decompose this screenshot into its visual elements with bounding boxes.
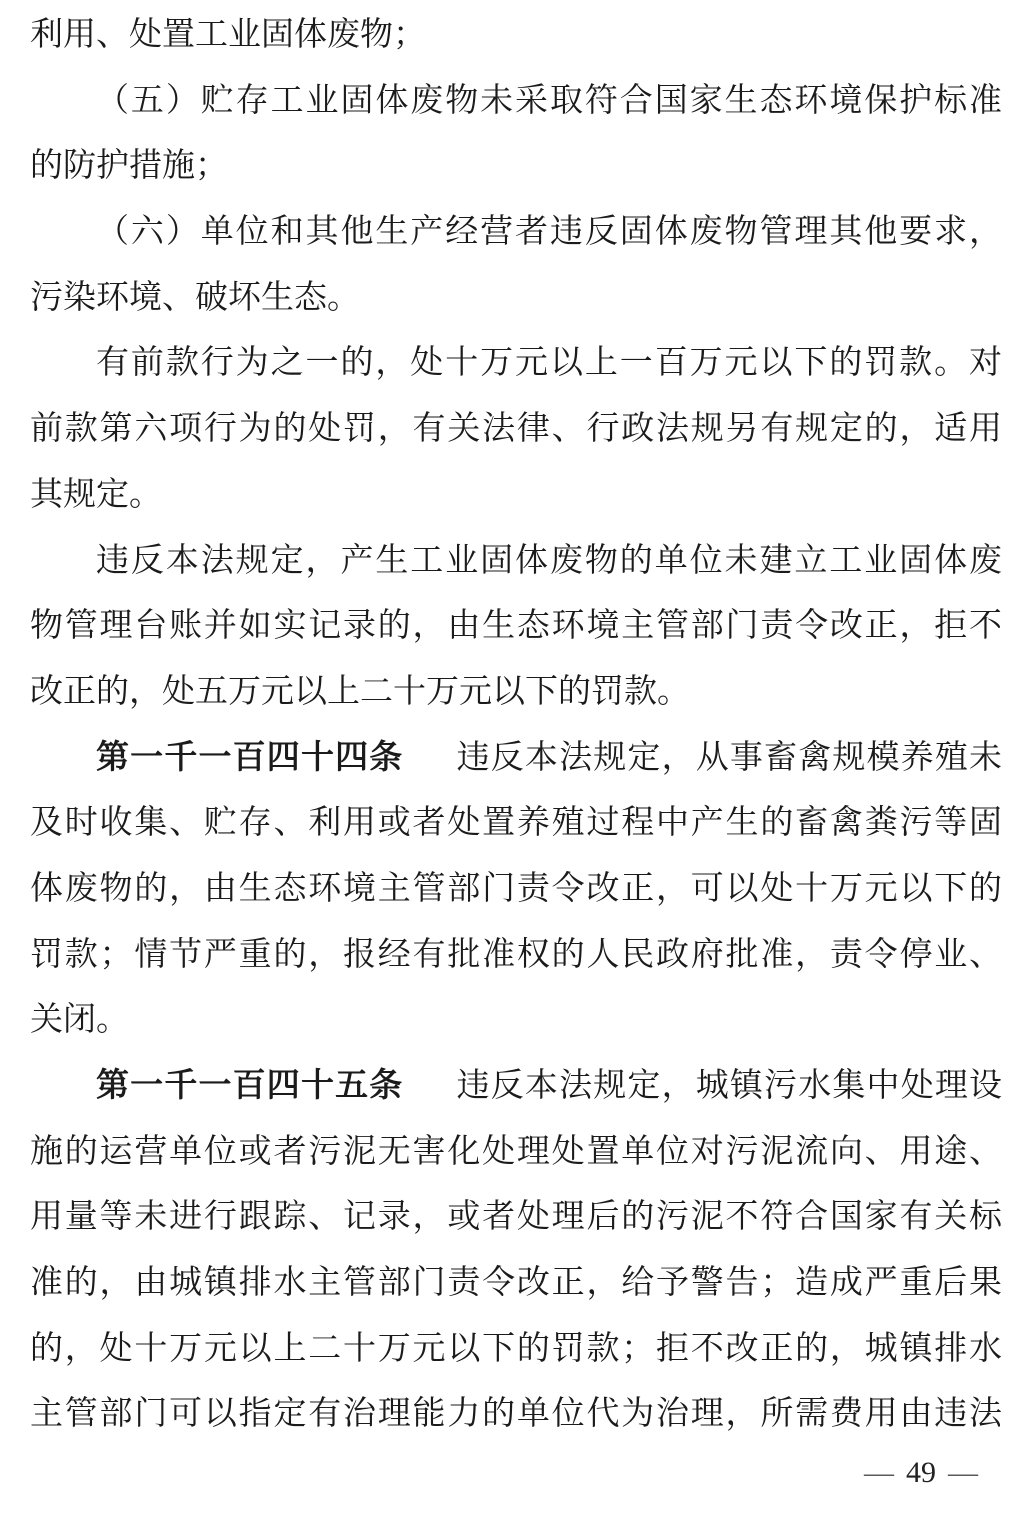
text-line: [30, 857, 1002, 923]
line-text: 施的运营单位或者污泥无害化处理处置单位对污泥流向、用途、: [30, 1133, 1002, 1170]
line-text: 违反本法规定，城镇污水集中处理设: [455, 1068, 1003, 1104]
page-number: 49: [906, 1456, 936, 1490]
text-line: [30, 594, 1002, 660]
text-line: [30, 1185, 1002, 1251]
article-number-gap: [403, 1095, 455, 1096]
text-line: [30, 988, 1002, 1054]
line-text: （五）贮存工业固体废物未采取符合国家生态环境保护标准: [96, 82, 1002, 119]
line-text: 用量等未进行跟踪、记录，或者处理后的污泥不符合国家有关标: [30, 1199, 1002, 1236]
line-text: 的，处十万元以上二十万元以下的罚款；拒不改正的，城镇排水: [30, 1330, 1002, 1367]
text-line: [30, 134, 1002, 200]
line-text: 的防护措施；: [30, 148, 228, 185]
line-text: 污染环境、破坏生态。: [30, 279, 360, 316]
text-line: [30, 1054, 1002, 1120]
text-line: [30, 1120, 1002, 1186]
text-line: [30, 397, 1002, 463]
line-text: 有前款行为之一的，处十万元以上一百万元以下的罚款。对: [96, 345, 1002, 382]
text-line: [30, 529, 1002, 595]
line-text: 物管理台账并如实记录的，由生态环境主管部门责令改正，拒不: [30, 608, 1002, 645]
text-line: [30, 69, 1002, 135]
text-line: [30, 3, 1002, 69]
article-number: 第一千一百四十四条: [96, 739, 404, 776]
line-text: 体废物的，由生态环境主管部门责令改正，可以处十万元以下的: [30, 870, 1002, 907]
text-line: [30, 1382, 1002, 1448]
text-line: [30, 266, 1002, 332]
text-line: [30, 660, 1002, 726]
text-line: [30, 463, 1002, 529]
footer-right-dash: —: [948, 1456, 978, 1490]
page-footer: [0, 1452, 1024, 1494]
text-line: [30, 923, 1002, 989]
line-text: 违反本法规定，产生工业固体废物的单位未建立工业固体废: [96, 542, 1002, 579]
line-text: 改正的，处五万元以上二十万元以下的罚款。: [30, 673, 690, 710]
line-text: 违反本法规定，从事畜禽规模养殖未: [455, 739, 1003, 776]
line-text: 前款第六项行为的处罚，有关法律、行政法规另有规定的，适用: [30, 411, 1002, 448]
line-text: 准的，由城镇排水主管部门责令改正，给予警告；造成严重后果: [30, 1265, 1002, 1302]
article-number: 第一千一百四十五条: [96, 1068, 404, 1104]
line-text: 及时收集、贮存、利用或者处置养殖过程中产生的畜禽粪污等固: [30, 805, 1002, 842]
line-text: 罚款；情节严重的，报经有批准权的人民政府批准，责令停业、: [30, 936, 1002, 973]
line-text: （六）单位和其他生产经营者违反固体废物管理其他要求，: [96, 214, 1002, 251]
article-number-gap: [403, 767, 455, 768]
line-text: 利用、处置工业固体废物；: [30, 17, 426, 53]
footer-left-dash: —: [864, 1456, 894, 1490]
text-line: [30, 791, 1002, 857]
text-line: [30, 200, 1002, 266]
line-text: 其规定。: [30, 476, 162, 513]
line-text: 主管部门可以指定有治理能力的单位代为治理，所需费用由违法: [30, 1396, 1002, 1433]
text-line: [30, 726, 1002, 792]
text-line: [30, 1251, 1002, 1317]
text-line: [30, 1317, 1002, 1383]
line-text: 关闭。: [30, 1002, 129, 1039]
text-line: [30, 331, 1002, 397]
